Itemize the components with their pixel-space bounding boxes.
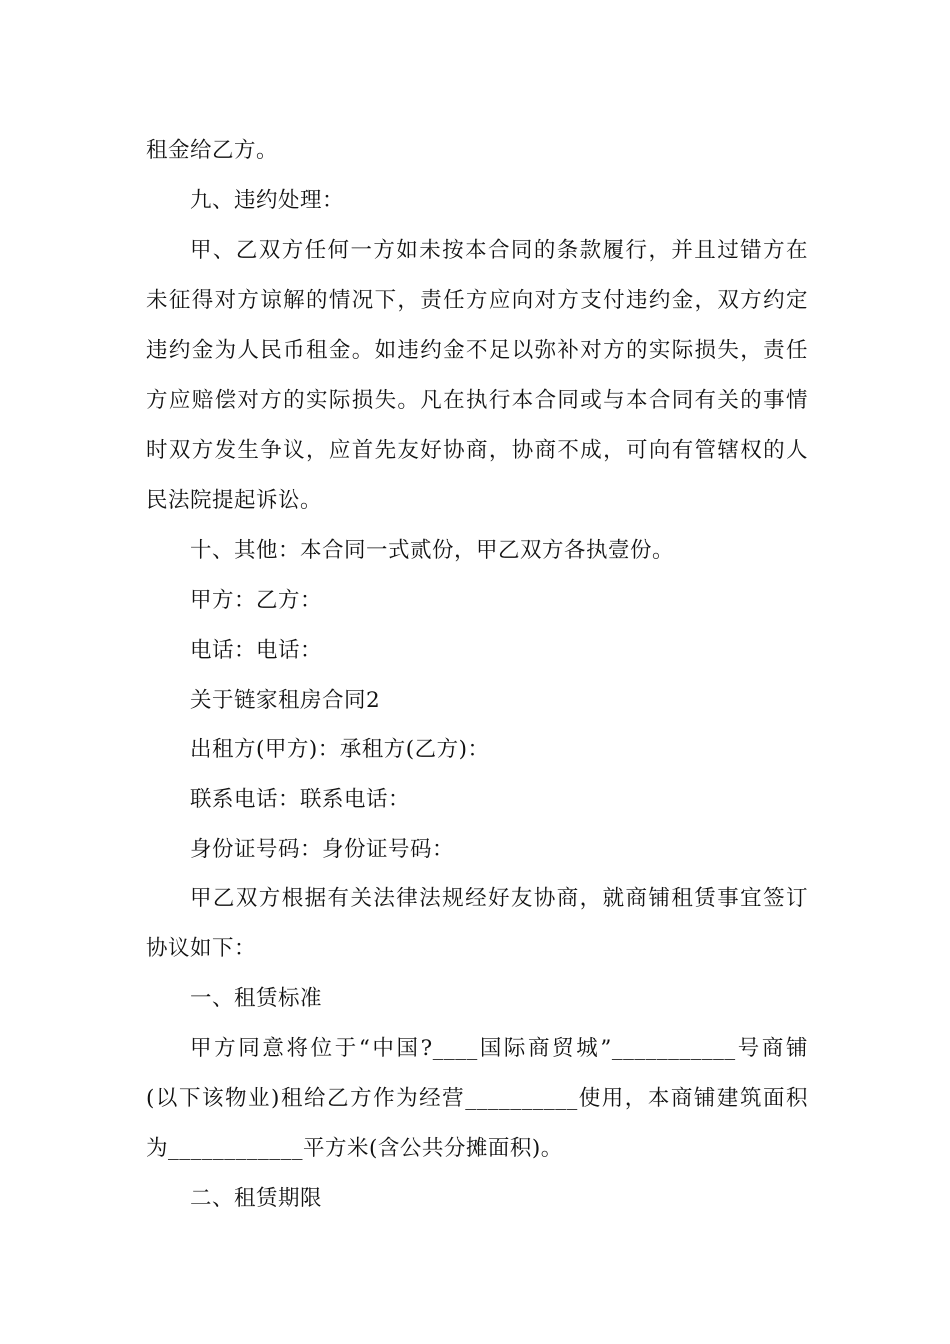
party-label-line: 出租方(甲方)：承租方(乙方)： — [190, 737, 490, 762]
section-heading: 九、违约处理： — [190, 188, 345, 213]
paragraph-line: 甲乙双方根据有关法律法规经好友协商，就商铺租赁事宜签订 — [190, 886, 808, 911]
paragraph-line: 时双方发生争议，应首先友好协商，协商不成，可向有管辖权的人 — [146, 438, 808, 463]
paragraph-line: 未征得对方谅解的情况下，责任方应向对方支付违约金，双方约定 — [146, 288, 808, 313]
paragraph-line: 甲、乙双方任何一方如未按本合同的条款履行，并且过错方在 — [190, 238, 808, 263]
contract-title: 关于链家租房合同2 — [190, 688, 381, 713]
section-heading: 一、租赁标准 — [190, 986, 323, 1011]
paragraph-line: 违约金为人民币租金。如违约金不足以弥补对方的实际损失，责任 — [146, 338, 808, 363]
paragraph-line: 为____________平方米(含公共分摊面积)。 — [146, 1136, 563, 1161]
section-heading: 十、其他：本合同一式贰份，甲乙双方各执壹份。 — [190, 538, 675, 563]
paragraph-line: 协议如下： — [146, 936, 257, 961]
signature-label-line: 甲方：乙方： — [190, 588, 323, 613]
section-heading: 二、租赁期限 — [190, 1186, 323, 1211]
contact-phone-line: 联系电话：联系电话： — [190, 787, 411, 812]
text-line: 租金给乙方。 — [146, 138, 279, 163]
paragraph-line: 甲方同意将位于“中国?____国际商贸城”___________号商铺 — [190, 1036, 808, 1061]
paragraph-line: 方应赔偿对方的实际损失。凡在执行本合同或与本合同有关的事情 — [146, 388, 808, 413]
paragraph-line: (以下该物业)租给乙方作为经营__________使用，本商铺建筑面积 — [146, 1086, 808, 1111]
phone-label-line: 电话：电话： — [190, 638, 323, 663]
id-number-line: 身份证号码：身份证号码： — [190, 837, 455, 862]
paragraph-line: 民法院提起诉讼。 — [146, 488, 323, 513]
